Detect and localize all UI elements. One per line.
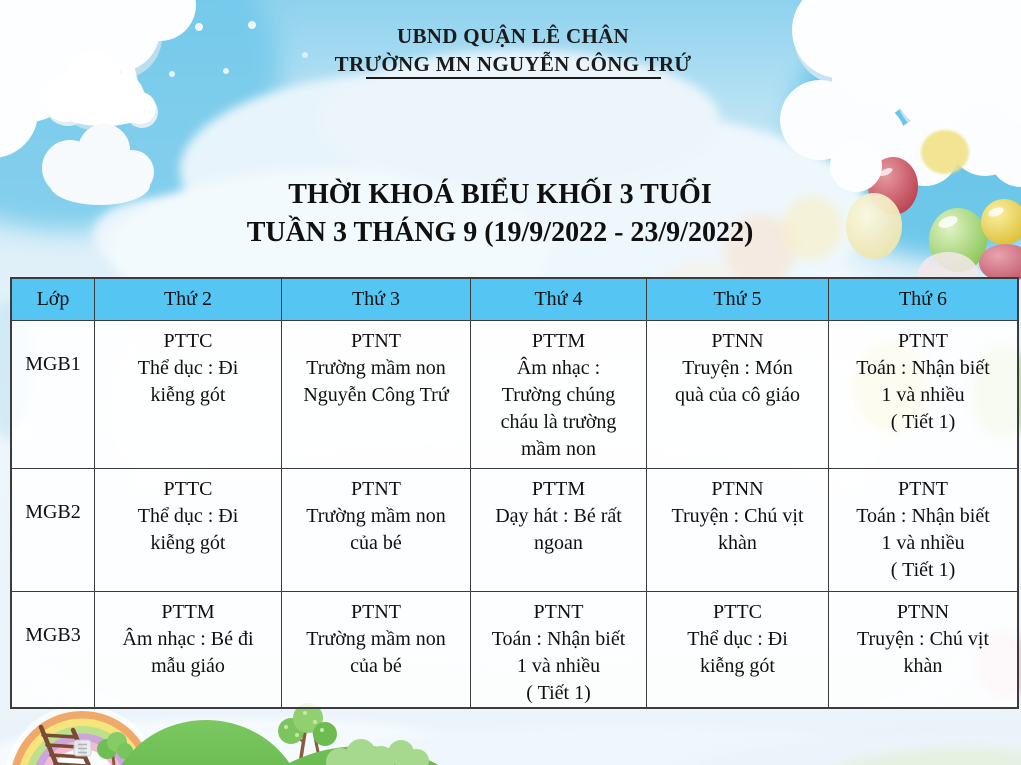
subject-code: PTNT xyxy=(351,330,401,352)
schedule-cell xyxy=(829,592,1019,709)
subject-code: PTNT xyxy=(351,601,401,623)
subject-line: Âm nhạc : Bé đi xyxy=(122,628,254,650)
subject-line: 1 và nhiều xyxy=(881,384,965,406)
timetable-row xyxy=(11,321,1018,469)
col-header-day: Thứ 3 xyxy=(282,278,471,321)
row-label: MGB3 xyxy=(11,592,95,709)
org-underline xyxy=(366,77,661,79)
subject-line: Thể dục : Đi xyxy=(687,628,788,650)
timetable-row xyxy=(11,592,1018,709)
schedule-cell xyxy=(471,469,647,592)
subject-line: 1 và nhiều xyxy=(516,655,601,677)
col-header-day: Thứ 6 xyxy=(829,278,1019,321)
school-name: TRƯỜNG MN NGUYỄN CÔNG TRỨ xyxy=(334,52,692,76)
subject-line: Truyện : Chú vịt xyxy=(856,628,990,650)
subject-line: ( Tiết 1) xyxy=(890,411,956,433)
subject-line: Nguyễn Công Trứ xyxy=(303,384,449,406)
timetable-body xyxy=(11,321,1018,709)
subject-line: Thể dục : Đi xyxy=(137,357,239,379)
subject-line: khàn xyxy=(718,532,757,554)
subject-line: Âm nhạc : xyxy=(516,357,601,379)
subject-line: mầm non xyxy=(521,438,596,460)
subject-line: mẫu giáo xyxy=(151,655,225,677)
subject-line: Trường chúng xyxy=(501,384,616,406)
subject-line: ( Tiết 1) xyxy=(526,682,591,704)
schedule-cell xyxy=(282,321,471,469)
subject-line: kiễng gót xyxy=(700,655,775,677)
list-icon xyxy=(74,740,91,756)
row-label: MGB2 xyxy=(11,469,95,592)
subject-code: PTTC xyxy=(163,330,213,352)
slide-title-line1: THỜI KHOÁ BIỂU KHỐI 3 TUỔI xyxy=(288,179,712,210)
timetable-header-row xyxy=(11,278,1018,321)
col-header-day: Thứ 5 xyxy=(647,278,829,321)
subject-line: Trường mầm non xyxy=(306,505,446,527)
subject-line: Truyện : Món xyxy=(682,357,793,379)
schedule-cell xyxy=(471,592,647,709)
subject-line: ngoan xyxy=(534,532,583,554)
schedule-cell xyxy=(282,592,471,709)
org-name-line1: UBND QUẬN LÊ CHÂN xyxy=(396,24,630,48)
subject-line: Trường mầm non xyxy=(306,357,446,379)
subject-code: PTNT xyxy=(533,601,584,623)
subject-code: PTNT xyxy=(351,478,401,500)
subject-line: Dạy hát : Bé rất xyxy=(495,505,622,527)
slide-title-line2: TUẦN 3 THÁNG 9 (19/9/2022 - 23/9/2022) xyxy=(246,217,754,248)
schedule-cell xyxy=(647,592,829,709)
subject-line: Toán : Nhận biết xyxy=(491,628,626,650)
subject-code: PTTC xyxy=(163,478,213,500)
subject-line: 1 và nhiều xyxy=(881,532,965,554)
row-label: MGB1 xyxy=(11,321,95,469)
col-header-day: Thứ 4 xyxy=(471,278,647,321)
schedule-cell xyxy=(95,321,282,469)
subject-code: PTTC xyxy=(713,601,762,623)
subject-line: của bé xyxy=(350,532,402,554)
schedule-cell xyxy=(647,469,829,592)
subject-line: Toán : Nhận biết xyxy=(856,505,990,527)
schedule-cell xyxy=(829,321,1019,469)
subject-code: PTNT xyxy=(898,330,948,352)
org-header xyxy=(0,22,1021,78)
subject-line: Thể dục : Đi xyxy=(137,505,239,527)
timetable xyxy=(10,277,1019,709)
subject-code: PTNN xyxy=(711,330,764,352)
subject-line: khàn xyxy=(903,655,943,677)
subject-line: Truyện : Chú vịt xyxy=(671,505,804,527)
subject-code: PTNT xyxy=(898,478,948,500)
col-header-class: Lớp xyxy=(11,278,95,321)
subject-line: cháu là trường xyxy=(500,411,617,433)
schedule-cell xyxy=(829,469,1019,592)
schedule-cell xyxy=(471,321,647,469)
subject-code: PTTM xyxy=(531,330,586,352)
subject-line: của bé xyxy=(350,655,402,677)
schedule-cell xyxy=(647,321,829,469)
slide-title xyxy=(0,176,1000,252)
subject-line: Toán : Nhận biết xyxy=(856,357,990,379)
subject-line: ( Tiết 1) xyxy=(890,559,956,581)
subject-code: PTNN xyxy=(711,478,764,500)
schedule-cell xyxy=(95,592,282,709)
schedule-cell xyxy=(95,469,282,592)
timetable-row xyxy=(11,469,1018,592)
schedule-cell xyxy=(282,469,471,592)
subject-line: quà của cô giáo xyxy=(675,384,800,406)
subject-code: PTNN xyxy=(896,601,950,623)
subject-code: PTTM xyxy=(161,601,215,623)
timetable-head xyxy=(11,278,1018,321)
col-header-day: Thứ 2 xyxy=(95,278,282,321)
subject-line: kiễng gót xyxy=(150,532,226,554)
subject-line: Trường mầm non xyxy=(306,628,446,650)
subject-code: PTTM xyxy=(531,478,586,500)
subject-line: kiễng gót xyxy=(150,384,226,406)
